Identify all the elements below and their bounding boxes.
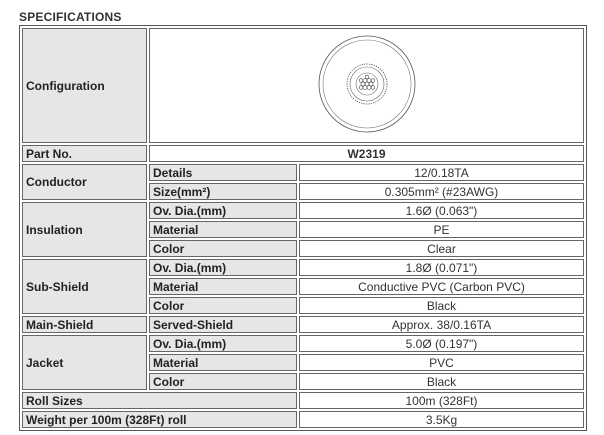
insulation-material-label: Material bbox=[149, 221, 297, 238]
jacket-material-label: Material bbox=[149, 354, 297, 371]
main-shield-served-value: Approx. 38/0.16TA bbox=[299, 316, 584, 333]
jacket-label: Jacket bbox=[22, 335, 147, 390]
weight-label: Weight per 100m (328Ft) roll bbox=[22, 411, 297, 428]
conductor-size-value: 0.305mm² (#23AWG) bbox=[299, 183, 584, 200]
insulation-material-value: PE bbox=[299, 221, 584, 238]
specifications-table bbox=[19, 25, 587, 431]
insulation-label: Insulation bbox=[22, 202, 147, 257]
jacket-material-value: PVC bbox=[299, 354, 584, 371]
insulation-color-label: Color bbox=[149, 240, 297, 257]
sub-shield-color-value: Black bbox=[299, 297, 584, 314]
sub-shield-color-label: Color bbox=[149, 297, 297, 314]
conductor-details-label: Details bbox=[149, 164, 297, 181]
row-jacket-diameter bbox=[22, 335, 584, 352]
insulation-color-value: Clear bbox=[299, 240, 584, 257]
jacket-color-value: Black bbox=[299, 373, 584, 390]
weight-value: 3.5Kg bbox=[299, 411, 584, 428]
section-heading: SPECIFICATIONS bbox=[19, 10, 122, 24]
sub-shield-diameter-label: Ov. Dia.(mm) bbox=[149, 259, 297, 276]
sub-shield-material-value: Conductive PVC (Carbon PVC) bbox=[299, 278, 584, 295]
sub-shield-label: Sub-Shield bbox=[22, 259, 147, 314]
jacket-color-label: Color bbox=[149, 373, 297, 390]
part-no-label: Part No. bbox=[22, 145, 147, 162]
cable-cross-section-diagram bbox=[312, 29, 422, 139]
sub-shield-material-label: Material bbox=[149, 278, 297, 295]
conductor-details-value: 12/0.18TA bbox=[299, 164, 584, 181]
jacket-diameter-label: Ov. Dia.(mm) bbox=[149, 335, 297, 352]
row-weight bbox=[22, 411, 584, 428]
row-main-shield bbox=[22, 316, 584, 333]
row-part-no bbox=[22, 145, 584, 162]
conductor-label: Conductor bbox=[22, 164, 147, 200]
row-insulation-diameter bbox=[22, 202, 584, 219]
row-sub-shield-diameter bbox=[22, 259, 584, 276]
main-shield-label: Main-Shield bbox=[22, 316, 147, 333]
jacket-diameter-value: 5.0Ø (0.197") bbox=[299, 335, 584, 352]
row-conductor-details bbox=[22, 164, 584, 181]
configuration-label: Configuration bbox=[22, 28, 147, 143]
sub-shield-diameter-value: 1.8Ø (0.071") bbox=[299, 259, 584, 276]
part-no-value: W2319 bbox=[149, 145, 584, 162]
row-roll-sizes bbox=[22, 392, 584, 409]
roll-sizes-value: 100m (328Ft) bbox=[299, 392, 584, 409]
configuration-image-cell bbox=[149, 28, 584, 143]
row-configuration bbox=[22, 28, 584, 143]
main-shield-served-label: Served-Shield bbox=[149, 316, 297, 333]
conductor-size-label: Size(mm²) bbox=[149, 183, 297, 200]
roll-sizes-label: Roll Sizes bbox=[22, 392, 297, 409]
insulation-diameter-value: 1.6Ø (0.063") bbox=[299, 202, 584, 219]
insulation-diameter-label: Ov. Dia.(mm) bbox=[149, 202, 297, 219]
